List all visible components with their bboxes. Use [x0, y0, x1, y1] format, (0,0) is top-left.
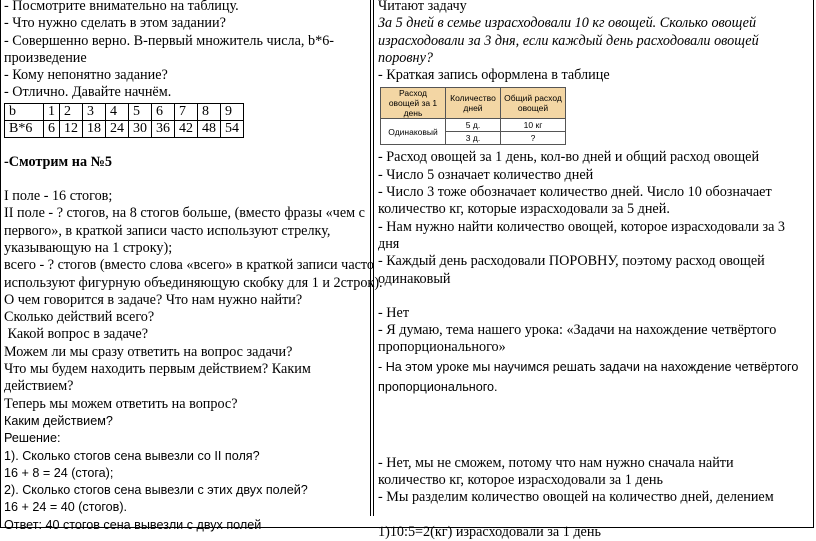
right-line: пропорционального. [378, 379, 498, 394]
table-cell: 36 [152, 120, 175, 137]
table-cell: 18 [83, 120, 106, 137]
left-line: используют фигурную объединяющую скобку для 1 и 2строк). [4, 274, 383, 291]
left-line: Теперь мы можем ответить на вопрос? [4, 395, 238, 412]
right-line: - Нам нужно найти количество овощей, которое израсходовали за 3 [378, 218, 786, 235]
left-line: О чем говорится в задаче? Что нам нужно найти? [4, 291, 303, 308]
table-cell: 7 [175, 103, 198, 120]
left-line: Что мы будем находить первым действием? Каким [4, 361, 311, 378]
table-row [381, 88, 566, 119]
left-line: 16 + 24 = 40 (стогов). [4, 500, 128, 515]
right-line: пропорционального» [378, 339, 506, 356]
left-line: Можем ли мы сразу ответить на вопрос задачи? [4, 343, 293, 360]
right-line: - Мы разделим количество овощей на количество дней, делением [378, 489, 774, 506]
left-line: произведение [4, 49, 87, 66]
blank-line [4, 171, 366, 188]
right-line: - На этом уроке мы научимся решать задачи на нахождение четвёртого [378, 359, 799, 374]
table-cell: 30 [129, 120, 152, 137]
left-line: - Кому непонятно задание? [4, 67, 168, 84]
table-cell: 10 кг [501, 119, 566, 132]
table-cell: 9 [221, 103, 244, 120]
left-line: Сколько действий всего? [4, 309, 155, 326]
task-text: За 5 дней в семье израсходовали 10 кг овощей. Сколько овощей израсходовали за 3 дня, если каждый день расходовали овощей поровну? [378, 15, 759, 66]
section-heading: -Смотрим на №5 [4, 153, 112, 170]
left-line: - Посмотрите внимательно на таблицу. [4, 0, 239, 14]
left-column [4, 0, 383, 534]
left-line: Какой вопрос в задаче? [4, 326, 149, 343]
table-cell: 42 [175, 120, 198, 137]
table-cell: 8 [198, 103, 221, 120]
left-line: действием? [4, 378, 74, 395]
right-line: - Каждый день расходовали ПОРОВНУ, поэтому расход овощей [378, 253, 765, 270]
table-cell: 12 [60, 120, 83, 137]
table-cell: 6 [152, 103, 175, 120]
left-line: Каким действием? [4, 413, 113, 428]
left-line: - Отлично. Давайте начнём. [4, 84, 172, 101]
table-cell: 5 д. [446, 119, 501, 132]
table-cell: 6 [44, 120, 60, 137]
right-line: одинаковый [378, 270, 451, 287]
table-cell: 3 д. [446, 132, 501, 145]
right-line: дня [378, 235, 400, 252]
left-line: - Что нужно сделать в этом задании? [4, 15, 226, 32]
table-header-cell: Общий расход овощей [501, 88, 566, 119]
right-line: 1)10:5=2(кг) израсходовали за 1 день [378, 523, 601, 540]
table-row [5, 120, 244, 137]
left-line: II поле - ? стогов, на 8 стогов больше, (вместо фразы «чем с [4, 205, 365, 222]
multiplication-table [4, 103, 244, 138]
left-line: Решение: [4, 431, 61, 446]
table-cell: 4 [106, 103, 129, 120]
left-line: первого», в краткой записи часто используют стрелку, [4, 222, 331, 239]
table-cell: 5 [129, 103, 152, 120]
left-line: I поле - 16 стогов; [4, 188, 113, 205]
right-line: - Краткая запись оформлена в таблице [378, 67, 610, 84]
left-line: Ответ: 40 стогов сена вывезли с двух полей [4, 517, 262, 532]
right-line: - Нет [378, 304, 410, 321]
table-cell: 54 [221, 120, 244, 137]
right-line: - Число 3 тоже обозначает количество дней. Число 10 обозначает [378, 184, 772, 201]
right-line: количество кг, которые израсходовали за 5 дней. [378, 201, 670, 218]
table-cell: 1 [44, 103, 60, 120]
right-line: - Число 5 означает количество дней [378, 166, 594, 183]
table-cell: 3 [83, 103, 106, 120]
right-line: Читают задачу [378, 0, 467, 14]
table-cell: ? [501, 132, 566, 145]
table-cell: b [5, 103, 44, 120]
left-line: 16 + 8 = 24 (стога); [4, 465, 114, 480]
left-line: - Совершенно верно. В-первый множитель числа, b*6- [4, 32, 335, 49]
left-line: 2). Сколько стогов сена вывезли с этих двух полей? [4, 483, 308, 498]
right-line: - Расход овощей за 1 день, кол-во дней и общий расход овощей [378, 149, 760, 166]
table-row [381, 119, 566, 132]
table-header-cell: Расход овощей за 1 день [381, 88, 446, 119]
table-cell: 24 [106, 120, 129, 137]
table-row [5, 103, 244, 120]
right-column [378, 0, 808, 541]
short-record-table [380, 87, 566, 145]
table-header-cell: Количество дней [446, 88, 501, 119]
right-line: - Я думаю, тема нашего урока: «Задачи на нахождение четвёртого [378, 322, 777, 339]
table-cell: B*6 [5, 120, 44, 137]
right-line: количество кг, которое израсходовали за 1 день [378, 472, 663, 489]
right-line: - Нет, мы не сможем, потому что нам нужно сначала найти [378, 454, 734, 471]
left-line: 1). Сколько стогов сена вывезли со II поля? [4, 448, 260, 463]
left-line: всего - ? стогов (вместо слова «всего» в краткой записи часто [4, 257, 375, 274]
table-cell: 48 [198, 120, 221, 137]
table-cell: Одинаковый [381, 119, 446, 145]
table-cell: 2 [60, 103, 83, 120]
left-line: указывающую на 1 строку); [4, 239, 173, 256]
